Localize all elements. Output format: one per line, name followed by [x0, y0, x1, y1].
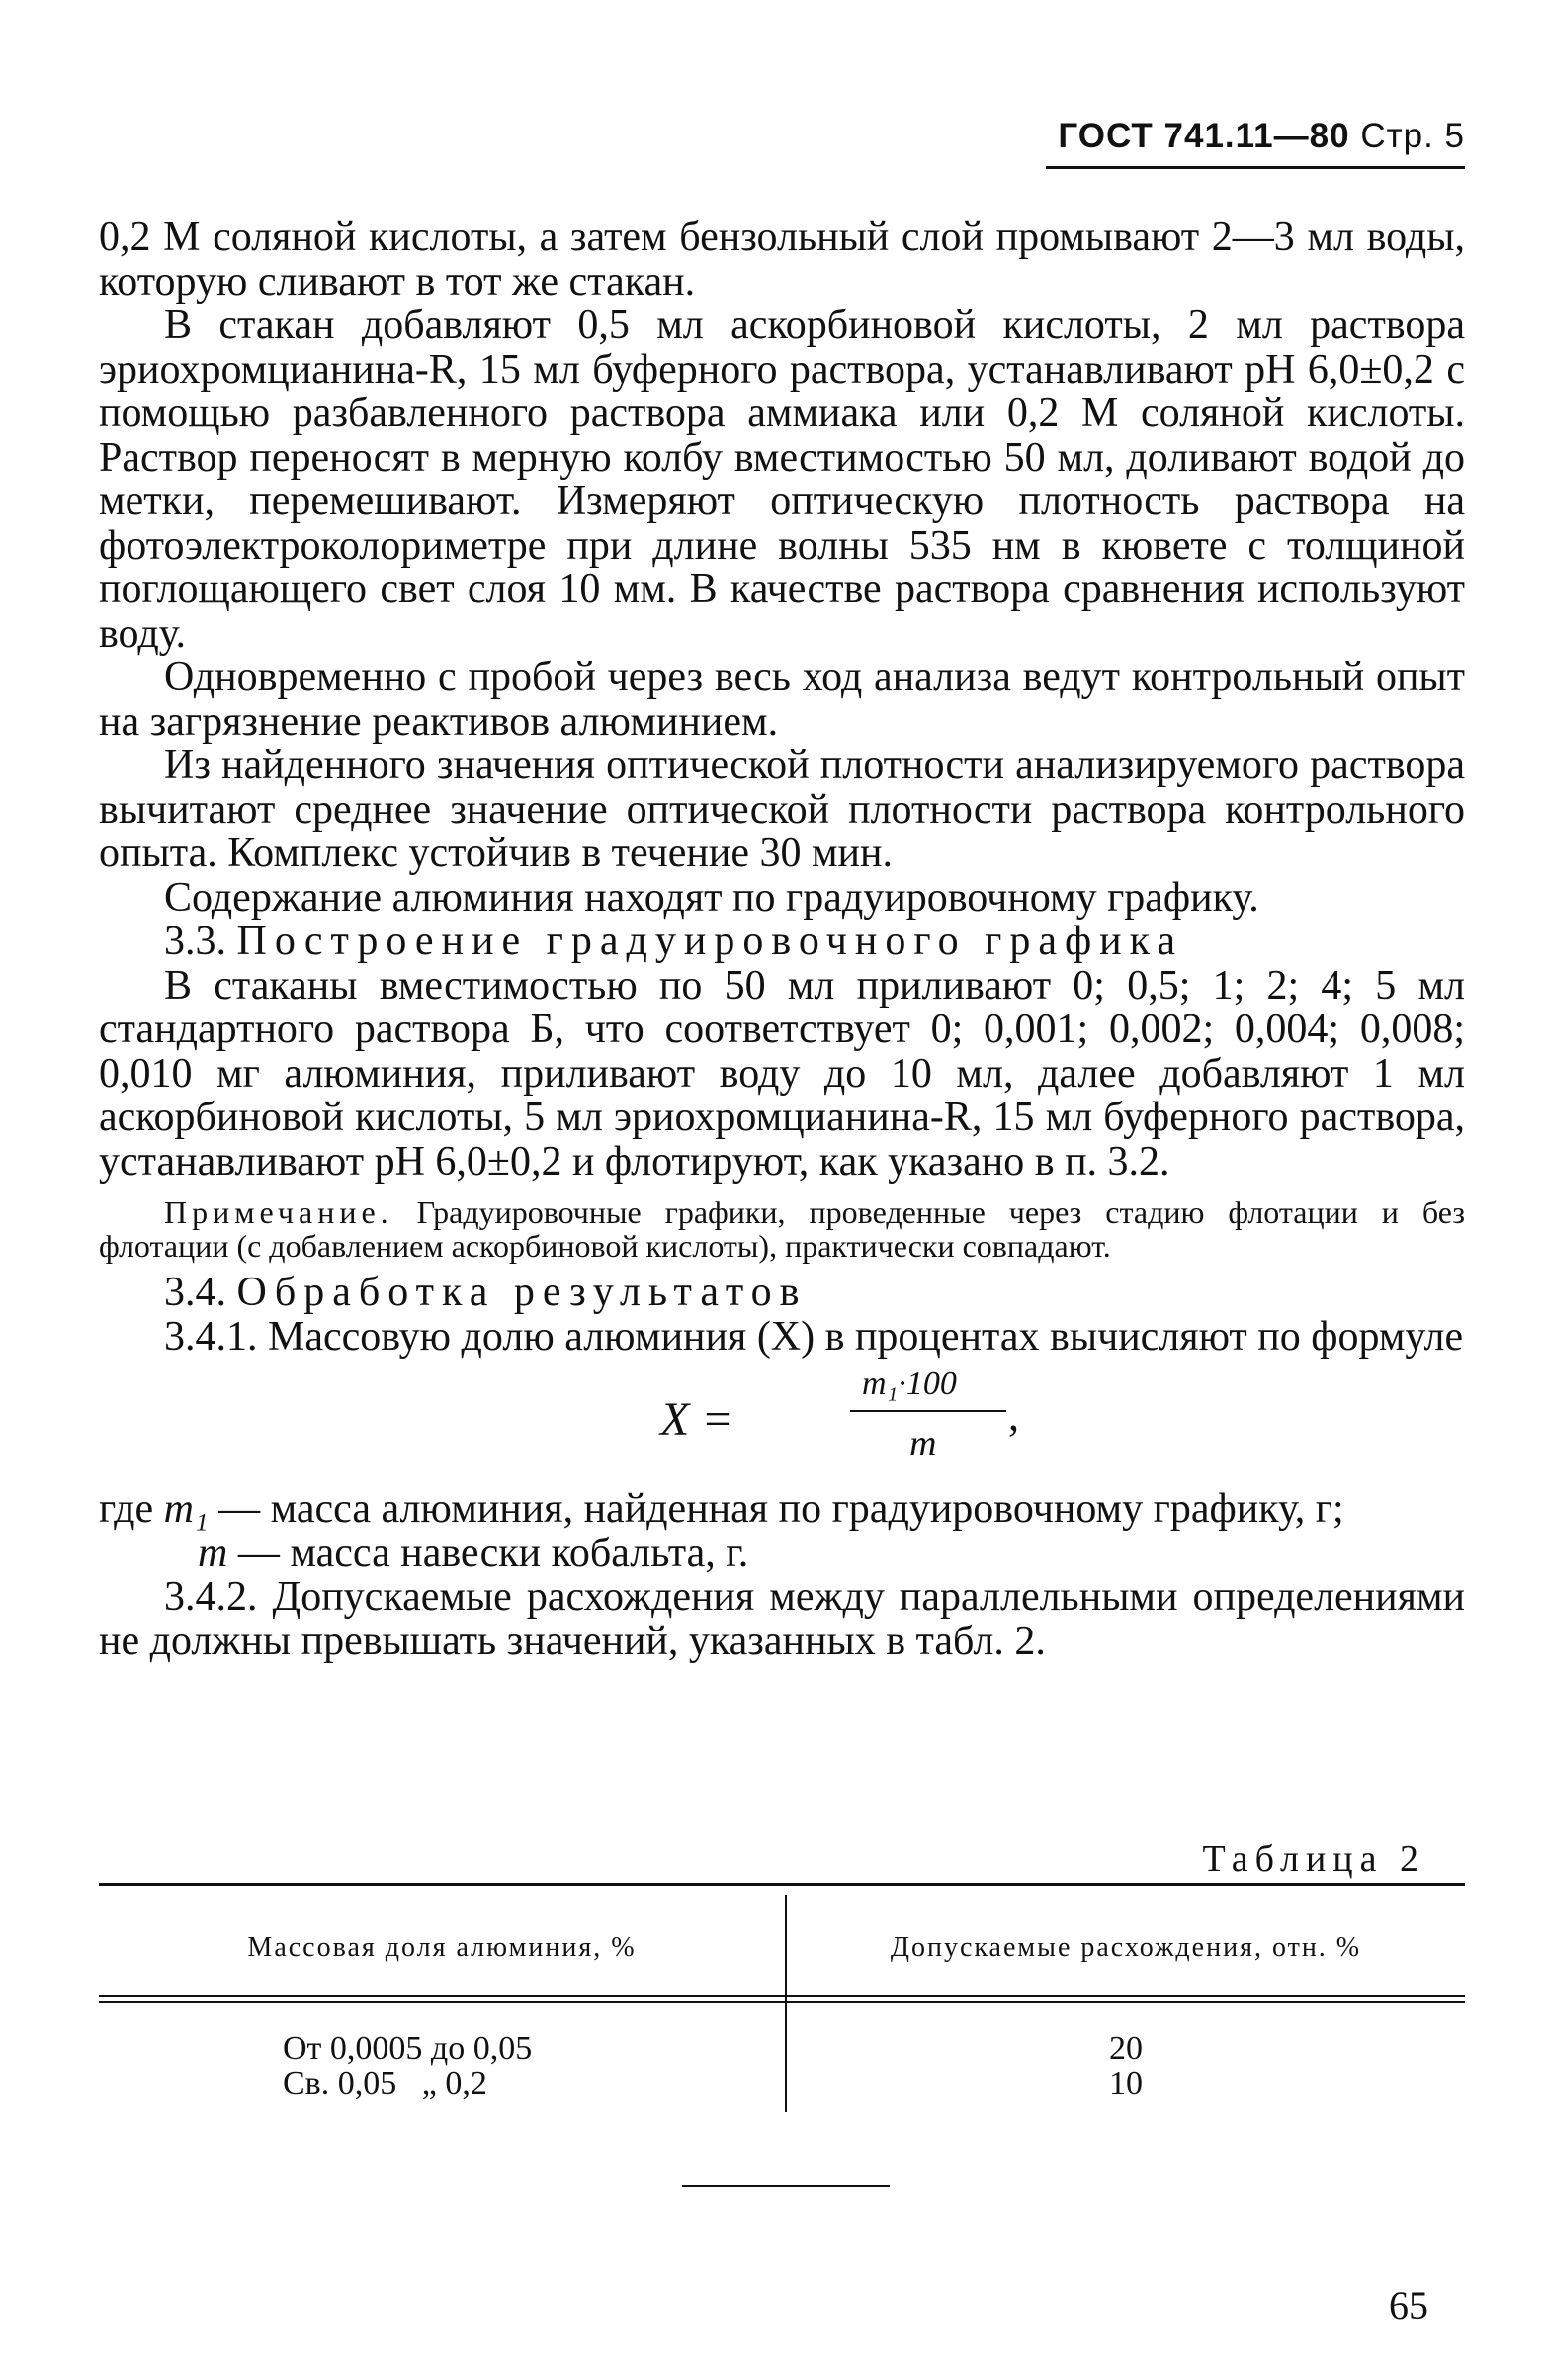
- footer-rule: [682, 2185, 890, 2187]
- definition-1: [99, 1487, 1465, 1532]
- section-heading-3-3: [99, 920, 1465, 964]
- formula-lhs: X =: [660, 1393, 733, 1446]
- section-number: 3.3.: [164, 919, 226, 964]
- table-top-rule: [99, 1883, 1465, 1886]
- paragraph: 0,2 М соляной кислоты, а затем бензольный слой промывают 2—3 мл воды, которую сливают в тот же стакан.: [99, 215, 1465, 305]
- formula-trail: ,: [1008, 1391, 1019, 1440]
- paragraph: Из найденного значения оптической плотности анализируемого раствора вычитают среднее значение оптической плотности раствора контрольного опыта. Комплекс устойчив в течение 30 мин.: [99, 743, 1465, 876]
- paragraph: В стакан добавляют 0,5 мл аскорбиновой кислоты, 2 мл раствора эриохромцианина-R, 15 мл буферного раствора, устанавливают рН 6,0±0,2 с помощью разбавленного раствора аммиака или 0,2 М соляной кислоты. Раствор переносят в мерную колбу вместимостью 50 мл, доливают водой до метки, перемешивают. Измеряют оптическую плотность раствора на фотоэлектроколориметре при длине волны 535 нм в кювете с толщиной поглощающего свет слоя 10 мм. В качестве раствора сравнения используют воду.: [99, 303, 1465, 657]
- formula-denominator: m: [909, 1423, 937, 1464]
- table-header-rule: [99, 2001, 1465, 2003]
- paragraph: Содержание алюминия находят по градуировочному графику.: [164, 874, 1259, 921]
- fraction-bar: [850, 1410, 1006, 1412]
- table-cell-range: От 0,0005 до 0,05: [283, 2030, 533, 2067]
- section-title: Обработка результатов: [236, 1270, 808, 1315]
- variable-definitions: [99, 1487, 1465, 1575]
- table-header-cell: Допускаемые расхождения, отн. %: [890, 1932, 1362, 1963]
- body-text: [99, 216, 1465, 1663]
- subsection-text: Массовую долю алюминия (X) в процентах вычисляют по формуле: [268, 1313, 1464, 1360]
- section-number: 3.4.: [164, 1270, 226, 1315]
- paragraph: [99, 1315, 1465, 1360]
- table-value-column: [787, 2031, 1465, 2102]
- formula-numerator: m₁·100: [862, 1366, 957, 1402]
- paragraph: [99, 1575, 1465, 1663]
- tolerance-table: [99, 1883, 1465, 2120]
- paragraph: Одновременно с пробой через весь ход анализа ведут контрольный опыт на загрязнение реактивов алюминием.: [99, 655, 1465, 745]
- formula: [99, 1363, 1465, 1481]
- note-label: Примечание.: [164, 1194, 393, 1230]
- definition-text: — масса алюминия, найденная по градуировочному графику, г;: [218, 1486, 1344, 1532]
- variable-m: m: [198, 1530, 228, 1576]
- variable-m1: m₁: [163, 1486, 209, 1532]
- subsection-number: 3.4.2.: [164, 1574, 258, 1620]
- page-label: Стр. 5: [1360, 117, 1465, 155]
- table-cell-value: 20: [1109, 2030, 1143, 2067]
- subsection-text: Допускаемые расхождения между параллельными определениями не должны превышать значений, указанных в табл. 2.: [99, 1574, 1466, 1664]
- table-range-column: [283, 2031, 532, 2102]
- note-text: Градуировочные графики, проведенные через стадию флотации и без флотации (с добавлением аскорбиновой кислоты), практически совпадают.: [99, 1194, 1465, 1264]
- where-lead: где: [99, 1486, 154, 1532]
- table-cell-value: 10: [1109, 2066, 1143, 2102]
- table-title: Таблица 2: [1202, 1838, 1425, 1880]
- definition-2: [99, 1532, 1465, 1576]
- page-header: [101, 117, 1465, 156]
- section-heading-3-4: [99, 1271, 1465, 1315]
- table-cell-range: Св. 0,05 „ 0,2: [283, 2066, 487, 2102]
- note: [99, 1195, 1465, 1263]
- header-rule: [1046, 166, 1465, 169]
- table-header-cell: Массовая доля алюминия, %: [247, 1932, 637, 1963]
- section-title: Построение градуировочного графика: [236, 919, 1184, 964]
- standard-code: ГОСТ 741.11—80: [1058, 117, 1350, 155]
- table-header-rule: [99, 1995, 1465, 1997]
- paragraph: В стаканы вместимостью по 50 мл приливают 0; 0,5; 1; 2; 4; 5 мл стандартного раствора Б, что соответствует 0; 0,001; 0,002; 0,004; 0,008; 0,010 мг алюминия, приливают воду до 10 мл, далее добавляют 1 мл аскорбиновой кислоты, 5 мл эриохромцианина-R, 15 мл буферного раствора, устанавливают рН 6,0±0,2 и флотируют, как указано в п. 3.2.: [99, 962, 1465, 1185]
- page-number: 65: [1389, 2283, 1428, 2328]
- definition-text: — масса навески кобальта, г.: [237, 1530, 749, 1576]
- subsection-number: 3.4.1.: [164, 1313, 258, 1360]
